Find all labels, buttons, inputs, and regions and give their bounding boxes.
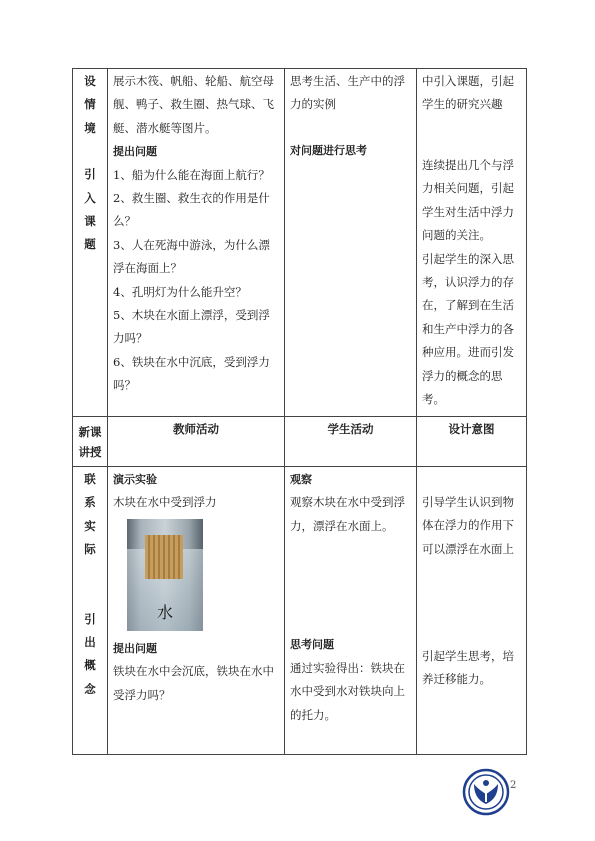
wood-in-water-photo [127,519,203,631]
question-5: 5、木块在水面上漂浮，受到浮力吗？ [113,308,270,346]
table-header-row [73,417,527,467]
question-1: 1、船为什么能在海面上航行？ [113,167,270,182]
row2-teacher-text1: 木块在水中受到浮力 [113,495,217,510]
question-2: 2、救生圈、救生衣的作用是什么？ [113,191,270,229]
row1-design-text3: 引起学生的深入思考，认识浮力的存在，了解到在生活和生产中浮力的各种应用。进而引发浮力的概念的思考。 [422,251,514,407]
row2-teacher-heading2: 提出问题 [113,641,157,655]
school-logo-icon [462,768,510,816]
row2-design-text1: 引导学生认识到物体在浮力的作用下可以漂浮在水面上 [422,495,514,556]
row1-student-text: 思考生活、生产中的浮力的实例 [290,74,405,112]
row2-student-heading1: 观察 [290,473,312,486]
row1-student-cell [285,69,417,417]
row1-design-text1: 中引入课题，引起学生的研究兴趣 [422,74,514,112]
row1-design-cell [417,69,527,417]
question-6: 6、铁块在水中沉底，受到浮力吗？ [113,354,270,393]
row2-design-text2: 引起学生思考，培养迁移能力。 [422,649,514,687]
table-row [73,467,527,755]
row2-student-text1: 观察木块在水中受到浮力，漂浮在水面上。 [290,495,405,533]
row1-teacher-intro: 展示木筏、帆船、轮船、航空母舰、鸭子、救生圈、热气球、飞艇、潜水艇等图片。 [113,74,274,135]
table-row [73,69,527,417]
header-design: 设计意图 [417,417,527,467]
row2-student-heading2: 思考问题 [290,638,334,652]
page-number: 2 [510,780,517,791]
row2-teacher-text2: 铁块在水中会沉底，铁块在水中受浮力吗？ [113,664,274,702]
row1-side-label: 设 情 境 引 入 课 题 [73,69,108,417]
row2-student-text2: 通过实验得出：铁块在水中受到水对铁块向上的托力。 [290,660,405,722]
header-student: 学生活动 [285,417,417,467]
row2-teacher-cell [108,467,285,755]
row1-design-text2: 连续提出几个与浮力相关问题，引起学生对生活中浮力问题的关注。 [422,158,514,243]
row1-student-heading: 对问题进行思考 [290,144,367,157]
row1-teacher-cell [108,69,285,417]
header-teacher: 教师活动 [108,417,285,467]
row2-student-cell [285,467,417,755]
photo-label: 水 [157,603,174,623]
row2-teacher-heading1: 演示实验 [113,473,157,486]
row2-design-cell [417,467,527,755]
row2-side-label: 联 系 实 际 引 出 概 念 [73,467,108,755]
header-side-label: 新课 讲授 [73,417,108,467]
question-4: 4、孔明灯为什么能升空？ [113,284,247,299]
question-3: 3、人在死海中游泳，为什么漂浮在海面上？ [113,237,270,276]
row1-teacher-heading: 提出问题 [113,145,157,159]
lesson-plan-table [72,68,527,755]
